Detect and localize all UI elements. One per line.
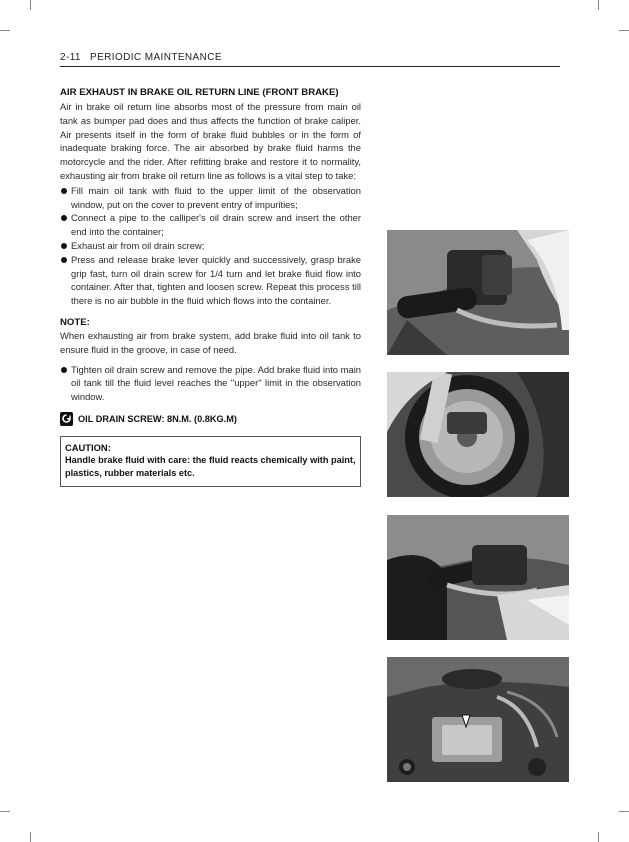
list-item	[60, 211, 361, 239]
bullet-icon	[61, 367, 67, 373]
list-item	[60, 253, 361, 308]
crop-mark	[598, 0, 599, 10]
section-title: AIR EXHAUST IN BRAKE OIL RETURN LINE (FRONT BRAKE)	[60, 87, 339, 98]
note-label: NOTE:	[60, 316, 90, 328]
front-wheel-caliper-photo	[387, 372, 569, 497]
step-text: Connect a pipe to the calliper's oil drain screw and insert the other end into the container;	[71, 212, 361, 238]
list-item	[60, 239, 361, 253]
engine-compartment-photo	[387, 657, 569, 782]
header-rule	[60, 66, 560, 67]
handlebar-brake-reservoir-photo	[387, 230, 569, 355]
step-text: Press and release brake lever quickly and successively, grasp brake grip fast, turn oil drain screw for 1/4 turn and let brake fluid flow into container. After that, tighten and loosen screw. Repeat this process till there is no air bubble in the fluid which flows into the container.	[71, 253, 361, 307]
procedure-list	[60, 184, 361, 308]
torque-label: OIL DRAIN SCREW: 8N.M. (0.8KG.M)	[78, 413, 237, 424]
bullet-icon	[61, 257, 67, 263]
crop-mark	[0, 811, 10, 812]
list-item	[60, 184, 361, 212]
section-heading: PERIODIC MAINTENANCE	[90, 52, 222, 63]
crop-mark	[30, 832, 31, 842]
brake-lever-photo	[387, 515, 569, 640]
caution-box	[60, 436, 361, 487]
crop-mark	[598, 832, 599, 842]
crop-mark	[619, 811, 629, 812]
list-item	[60, 363, 361, 404]
caution-label: CAUTION:	[65, 441, 111, 453]
crop-mark	[30, 0, 31, 10]
step-text: Fill main oil tank with fluid to the upper limit of the observation window, put on the cover to prevent entry of impurities;	[71, 184, 361, 210]
note-text: When exhausting air from brake system, add brake fluid into oil tank to ensure fluid in the groove, in case of need.	[60, 329, 361, 355]
torque-spec	[60, 411, 361, 427]
torque-wrench-icon	[60, 412, 73, 426]
page-number: 2-11	[60, 52, 81, 63]
text-column	[60, 86, 361, 487]
caution-text: Handle brake fluid with care: the fluid reacts chemically with paint, plastics, rubber materials etc.	[65, 454, 356, 479]
bullet-icon	[61, 188, 67, 194]
step-text: Exhaust air from oil drain screw;	[71, 239, 205, 251]
bullet-icon	[61, 215, 67, 221]
intro-paragraph: Air in brake oil return line absorbs most of the pressure from main oil tank as bumper pad does and thus affects the function of brake caliper. Air presents itself in the form of brake fluid bubbles or in the form of inadequate braking force. The air absorbed by brake fluid harms the motorcycle and the rider. After refitting brake and restore it to normality, exhausting air from brake oil return line as follows is a vital step to take:	[60, 101, 361, 181]
bullet-icon	[61, 243, 67, 249]
final-step-list	[60, 363, 361, 404]
crop-mark	[619, 30, 629, 31]
step-text: Tighten oil drain screw and remove the pipe. Add brake fluid into main oil tank till the fluid level reaches the "upper" limit in the observation window.	[71, 363, 361, 403]
page-header	[60, 52, 560, 66]
crop-mark	[0, 30, 10, 31]
